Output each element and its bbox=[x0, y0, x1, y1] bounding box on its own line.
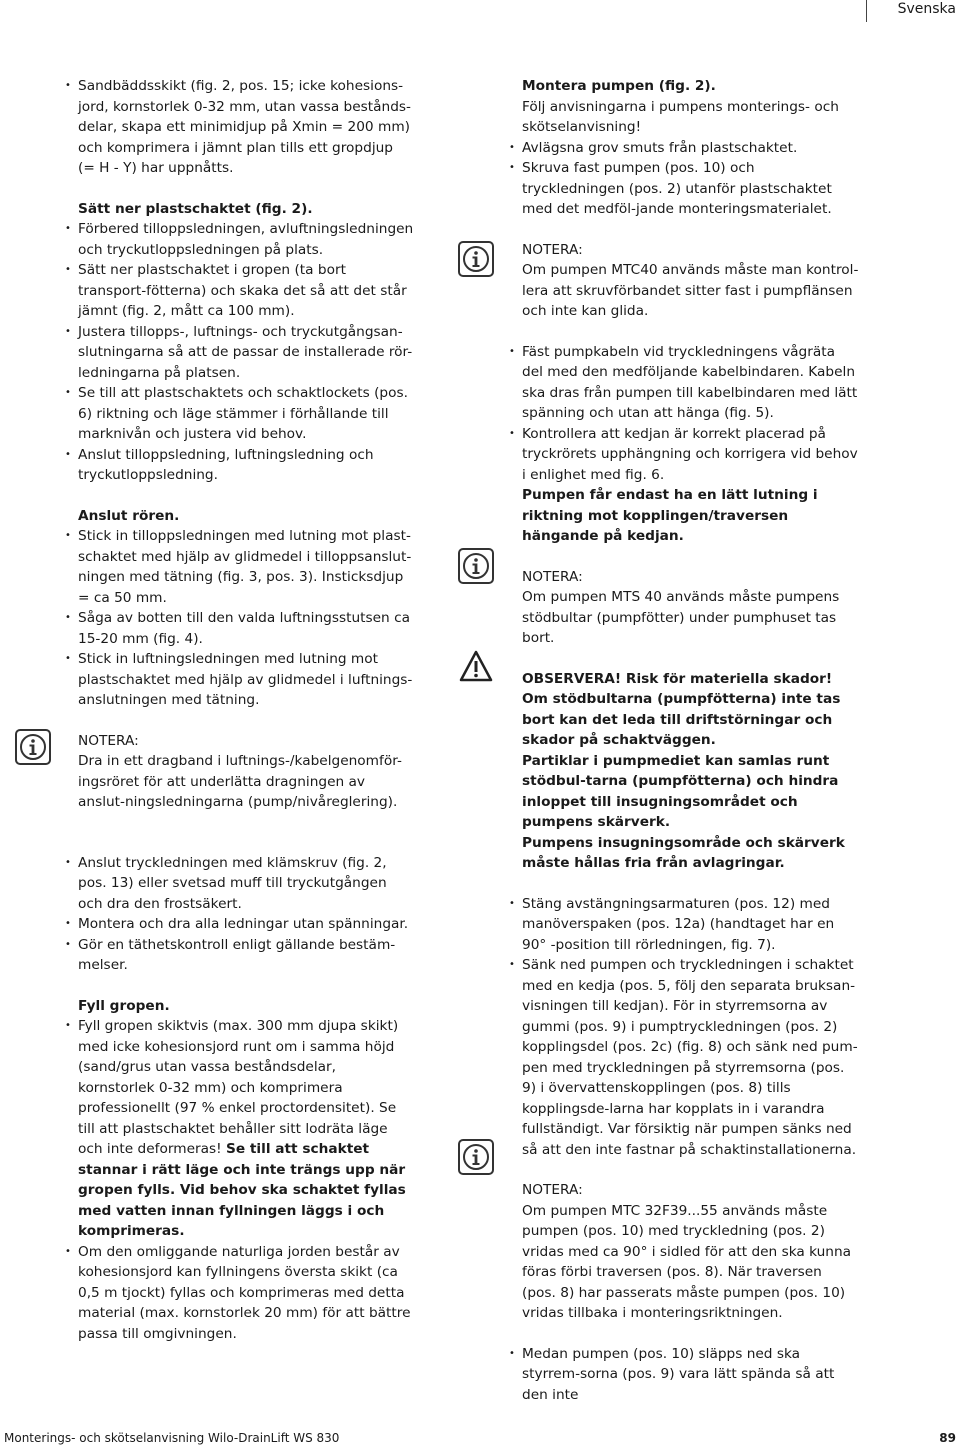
note-text: Om pumpen MTS 40 används måste pumpens stödbultar (pumpfötter) under pumphuset tas bort. bbox=[522, 589, 840, 646]
list-item: • Anslut tryckledningen med klämskruv (fig. 2, pos. 13) eller svetsad muff till tryckutgången och dra den frostsäkert. bbox=[64, 853, 414, 915]
footer bbox=[4, 1430, 956, 1446]
footer-title: Monterings- och skötselanvisning Wilo-DrainLift WS 830 bbox=[4, 1431, 340, 1445]
list-item: • Sandbäddsskikt (fig. 2, pos. 15; icke kohesions-jord, kornstorlek 0-32 mm, utan vassa bestånds-delar, skapa ett minimidjup på Xmin = 200 mm) och komprimera i jämnt plan tills ett gropdjup (= H - Y) har uppnåtts. bbox=[64, 76, 414, 179]
note-text: Dra in ett dragband i luftnings-/kabelgenomför-ingsröret för att underlätta dragningen av anslut-ningsledningarna (pump/nivåreglering). bbox=[78, 753, 402, 810]
note-text: Om pumpen MTC 32F39...55 används måste pumpen (pos. 10) med tryckledning (pos. 2) vridas med ca 90° i sidled för att den ska kunna föras förbi traversen (pos. 8). När traversen (pos. 8) har passerats måste pumpen (pos. 10) vridas tillbaka i monteringsriktningen. bbox=[522, 1202, 852, 1321]
warning-text: Pumpens insugningsområde och skärverk måste hållas fria från avlagringar. bbox=[522, 834, 845, 871]
section-heading-install-shaft: Sätt ner plastschaktet (fig. 2). bbox=[78, 200, 313, 217]
list-item: • Medan pumpen (pos. 10) släpps ned ska styrrem-sorna (pos. 9) vara lätt spända så att den inte bbox=[508, 1344, 860, 1406]
list-item-bold-text: Se till att schaktet stannar i rätt läge och inte trängs upp när gropen fylls. Vid behov ska schaktet fyllas med vatten innan fyllningen läggs i och komprimeras. bbox=[78, 1141, 406, 1239]
note-label: NOTERA: bbox=[78, 732, 139, 749]
note-label: NOTERA: bbox=[522, 1182, 583, 1198]
header-divider bbox=[866, 0, 867, 22]
section-heading-mount-pump: Montera pumpen (fig. 2). bbox=[522, 78, 716, 94]
list-item: • Fäst pumpkabeln vid tryckledningens vågräta del med den medföljande kabelbindaren. Kabeln ska dras från pumpen till kabelbindaren med lätt spänning och utan att hänga (fig. 5). bbox=[508, 342, 860, 424]
list-item: • Förbered tilloppsledningen, avluftningsledningen och tryckutloppsledningen på plats. bbox=[64, 219, 414, 260]
language-label: Svenska bbox=[897, 1, 956, 17]
list-item: • Gör en täthetskontroll enligt gällande bestäm-melser. bbox=[64, 935, 414, 976]
info-icon bbox=[458, 548, 494, 584]
section-heading-connect-pipes: Anslut rören. bbox=[78, 507, 180, 524]
list-item: • Se till att plastschaktets och schaktlockets (pos. 6) riktning och läge stämmer i förhållande till marknivån och justera vid behov. bbox=[64, 383, 414, 445]
section-heading-fill-pit: Fyll gropen. bbox=[78, 997, 170, 1014]
list-item: • Såga av botten till den valda luftningsstutsen ca 15-20 mm (fig. 4). bbox=[64, 608, 414, 649]
list-item: • Stick in luftningsledningen med lutning mot plastschaktet med hjälp av glidmedel i luftnings-anslutningen med tätning. bbox=[64, 649, 414, 711]
list-item: • Stick in tilloppsledningen med lutning mot plast-schaktet med hjälp av glidmedel i tilloppsanslut-ningen med tätning (fig. 3, pos. 3). Insticksdjup = ca 50 mm. bbox=[64, 526, 414, 608]
list-item: • Avlägsna grov smuts från plastschaktet. bbox=[508, 138, 860, 159]
list-item: • Sätt ner plastschaktet i gropen (ta bort transport-fötterna) och skaka det så att det står jämnt (fig. 2, mått ca 100 mm). bbox=[64, 260, 414, 322]
list-item: • Justera tillopps-, luftnings- och tryckutgångsan-slutningarna så att de passar de installerade rör-ledningarna på platsen. bbox=[64, 322, 414, 384]
list-item: • Montera och dra alla ledningar utan spänningar. bbox=[64, 914, 414, 935]
info-icon bbox=[15, 729, 51, 765]
warning-title: OBSERVERA! Risk för materiella skador! bbox=[522, 670, 833, 687]
intro-text: Följ anvisningarna i pumpens monterings- och skötselanvisning! bbox=[522, 98, 839, 135]
list-item: • Skruva fast pumpen (pos. 10) och tryckledningen (pos. 2) utanför plastschaktet med det medföl-jande monteringsmaterialet. bbox=[508, 158, 860, 220]
left-column bbox=[64, 76, 414, 1344]
warning-text: Om stödbultarna (pumpfötterna) inte tas bort kan det leda till driftstörningar och skador på schaktväggen. bbox=[522, 691, 841, 748]
warning-triangle-icon bbox=[458, 649, 494, 683]
list-item bbox=[64, 1016, 414, 1242]
note-label: NOTERA: bbox=[522, 568, 583, 585]
list-item: • Sänk ned pumpen och tryckledningen i schaktet med en kedja (pos. 5, följ den separata bruksan-visningen till kedjan). För in styrremsorna av gummi (pos. 9) i pumptryckledningen (pos. 2) kopplingsdel (pos. 2c) (fig. 8) och sänk ned pum-pen med tryckledningen på styrremsorna (pos. 9) i övervattenskopplingen (pos. 8) tills kopplingsde-larna har kopplats in i varandra fullständigt. Var försiktig när pumpen sänks ned så att den inte fastnar på schaktinstallationerna. bbox=[508, 955, 860, 1160]
info-icon bbox=[458, 1139, 494, 1175]
info-icon bbox=[458, 241, 494, 277]
note-label: NOTERA: bbox=[522, 241, 583, 258]
bold-instruction: Pumpen får endast ha en lätt lutning i riktning mot kopplingen/traversen hängande på kedjan. bbox=[522, 487, 818, 544]
warning-text: Partiklar i pumpmediet kan samlas runt stödbul-tarna (pumpfötterna) och hindra inloppet till insugningsområdet och pumpens skärverk. bbox=[522, 752, 839, 830]
list-item: • Anslut tilloppsledning, luftningsledning och tryckutloppsledning. bbox=[64, 445, 414, 486]
list-item: • Kontrollera att kedjan är korrekt placerad på tryckrörets upphängning och korrigera vid behov i enlighet med fig. 6. bbox=[508, 424, 860, 486]
right-column bbox=[508, 76, 860, 1405]
note-text: Om pumpen MTC40 används måste man kontrol-lera att skruvförbandet sitter fast i pumpflänsen och inte kan glida. bbox=[522, 262, 859, 319]
list-item: • Stäng avstängningsarmaturen (pos. 12) med manöverspaken (pos. 12a) (handtaget har en 90° -position till rörledningen, fig. 7). bbox=[508, 894, 860, 956]
page-number: 89 bbox=[939, 1431, 956, 1445]
list-item-text: Fyll gropen skiktvis (max. 300 mm djupa skikt) med icke kohesionsjord runt om i samma höjd (sand/grus utan vassa beståndsdelar, kornstorlek 0-32 mm) och komprimera professionellt (97 % enkel proctordensitet). Se till att plastschaktet behåller sitt lodräta läge och inte deformeras! bbox=[78, 1018, 399, 1157]
list-item: • Om den omliggande naturliga jorden består av kohesionsjord kan fyllningens översta skikt (ca 0,5 m tjockt) fyllas och komprimeras med detta material (max. kornstorlek 20 mm) för att bättre passa till omgivningen. bbox=[64, 1242, 414, 1345]
